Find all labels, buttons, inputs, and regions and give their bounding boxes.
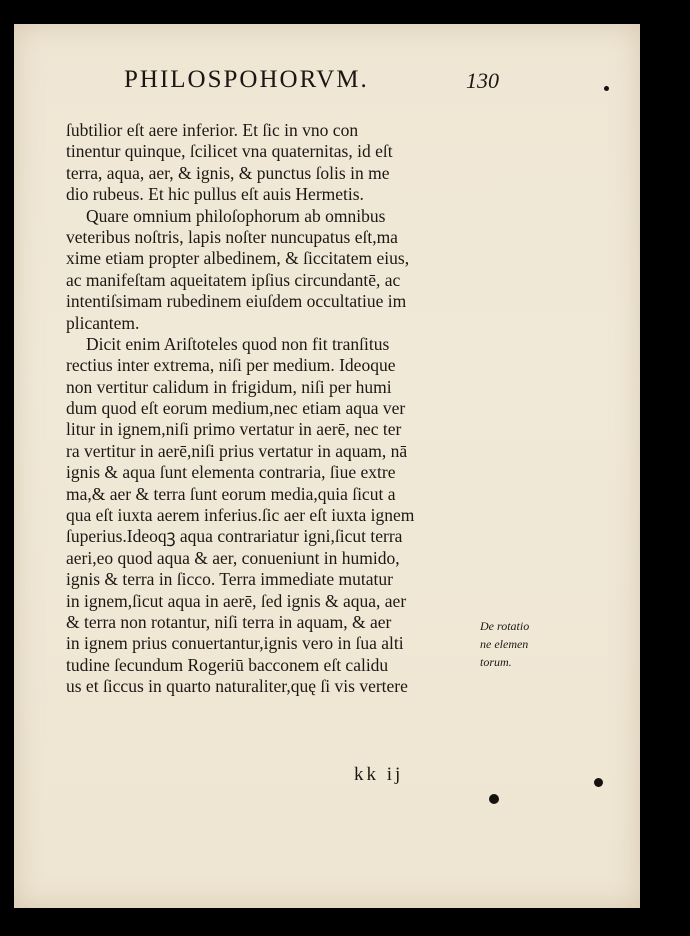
text-line: in ignem,ſicut aqua in aerē, ſed ignis & aqua, aer bbox=[66, 590, 407, 611]
book-page bbox=[14, 24, 640, 908]
text-line: in ignem prius conuertantur,ignis vero in ſua alti bbox=[66, 633, 404, 654]
text-line: plicantem. bbox=[66, 312, 140, 333]
text-line: Quare omnium philoſophorum ab omnibus bbox=[86, 205, 386, 226]
marginal-note-line: torum. bbox=[480, 655, 512, 669]
text-line: intentiſsimam rubedinem eiuſdem occultatiue im bbox=[66, 291, 407, 312]
text-line: dio rubeus. Et hic pullus eſt auis Hermetis. bbox=[66, 184, 364, 205]
text-line: terra, aqua, aer, & ignis, & punctus ſolis in me bbox=[66, 162, 390, 183]
ink-spot bbox=[604, 86, 609, 91]
text-line: xime etiam propter albedinem, & ſiccitatem eius, bbox=[66, 248, 410, 269]
text-line: ac manifeſtam aqueitatem ipſius circundantē, ac bbox=[66, 269, 401, 290]
folio-number: 130 bbox=[466, 68, 499, 93]
ink-spot bbox=[594, 778, 603, 787]
main-text-block bbox=[66, 120, 496, 698]
text-line: litur in ignem,niſi primo vertatur in aerē, nec ter bbox=[66, 419, 402, 440]
marginal-note bbox=[480, 617, 560, 671]
text-line: ma,& aer & terra ſunt eorum media,quia ſicut a bbox=[66, 483, 396, 504]
text-line: ſuperius.Ideoqꝫ aqua contrariatur igni,ſicut terra bbox=[66, 526, 403, 547]
ink-spot bbox=[489, 794, 499, 804]
text-line: aeri,eo quod aqua & aer, conueniunt in humido, bbox=[66, 547, 400, 568]
text-line: tudine ſecundum Rogeriū bacconem eſt calidu bbox=[66, 654, 389, 675]
text-line: non vertitur calidum in frigidum, niſi per humi bbox=[66, 376, 392, 397]
text-line: tinentur quinque, ſcilicet vna quaternitas, id eſt bbox=[66, 141, 393, 162]
text-line: veteribus noſtris, lapis noſter nuncupatus eſt,ma bbox=[66, 226, 398, 247]
text-line: dum quod eſt eorum medium,nec etiam aqua ver bbox=[66, 398, 406, 419]
signature-mark: kk ij bbox=[354, 764, 404, 785]
text-line: Dicit enim Ariſtoteles quod non fit tranſitus bbox=[86, 333, 390, 354]
running-head: PHILOSPOHORVM. bbox=[124, 66, 369, 93]
text-line: rectius inter extrema, niſi per medium. Ideoque bbox=[66, 355, 396, 376]
marginal-note-line: ne elemen bbox=[480, 637, 529, 651]
text-line: ignis & aqua ſunt elementa contraria, ſiue extre bbox=[66, 462, 396, 483]
text-line: ignis & terra in ſicco. Terra immediate mutatur bbox=[66, 569, 393, 590]
text-line: & terra non rotantur, niſi terra in aquam, & aer bbox=[66, 611, 392, 632]
text-line: us et ſiccus in quarto naturaliter,quę ſi vis vertere bbox=[66, 676, 408, 697]
marginal-note-line: De rotatio bbox=[480, 619, 530, 633]
text-line: ſubtilior eſt aere inferior. Et ſic in vno con bbox=[66, 120, 359, 140]
text-line: ra vertitur in aerē,niſi prius vertatur in aquam, nā bbox=[66, 440, 408, 461]
text-line: qua eſt iuxta aerem inferius.ſic aer eſt iuxta ignem bbox=[66, 505, 415, 526]
